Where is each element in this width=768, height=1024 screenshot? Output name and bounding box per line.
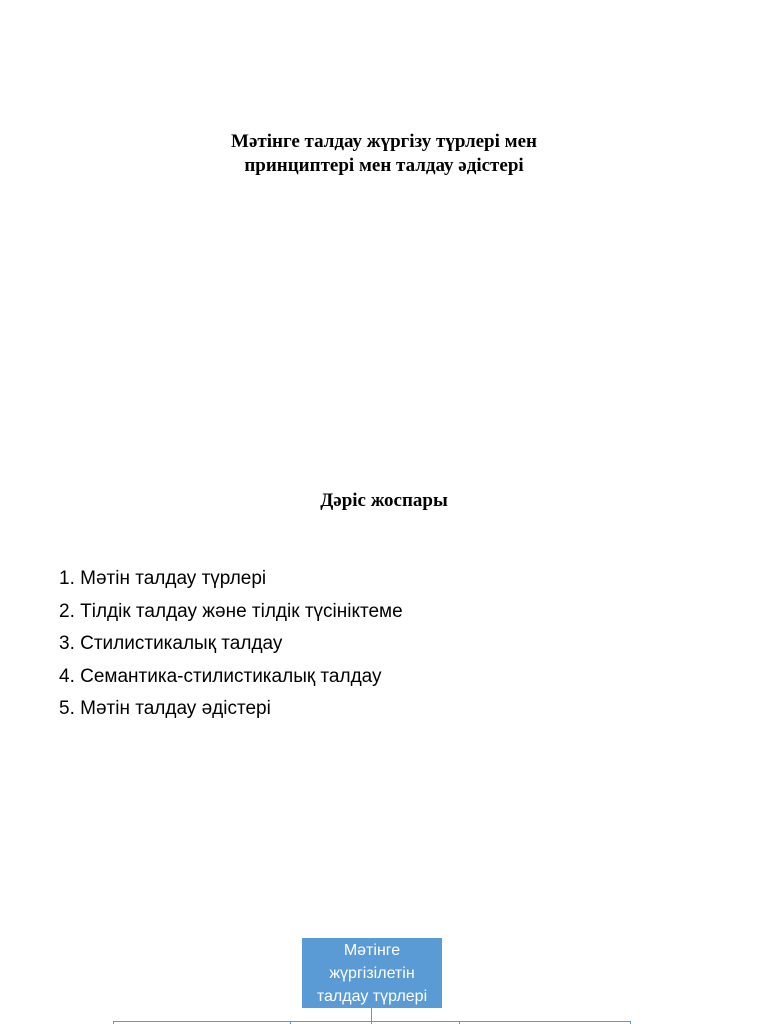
- plan-item: 5. Мәтін талдау әдістері: [59, 698, 271, 719]
- diagram-root-node: [302, 938, 442, 1008]
- diagram-root-line: жүргізілетін: [329, 965, 415, 982]
- diagram-root-line: талдау түрлері: [316, 988, 428, 1005]
- title-line-2: принциптері мен талдау әдістері: [244, 155, 524, 176]
- diagram-root-line: Мәтінге: [343, 942, 401, 959]
- plan-item: 2. Тілдік талдау және тілдік түсініктеме: [59, 600, 403, 622]
- document-title: [0, 130, 768, 178]
- plan-list: [59, 563, 403, 726]
- title-line-1: Мәтінге талдау жүргізу түрлері мен: [231, 131, 537, 152]
- plan-heading: Дәріс жоспары: [320, 490, 448, 511]
- plan-item: 4. Семантика-стилистикалық талдау: [59, 665, 382, 687]
- plan-item: 1. Мәтін талдау түрлері: [59, 568, 267, 589]
- diagram-connector-horizontal: [113, 1021, 631, 1022]
- plan-item: 3. Стилистикалық талдау: [59, 633, 283, 654]
